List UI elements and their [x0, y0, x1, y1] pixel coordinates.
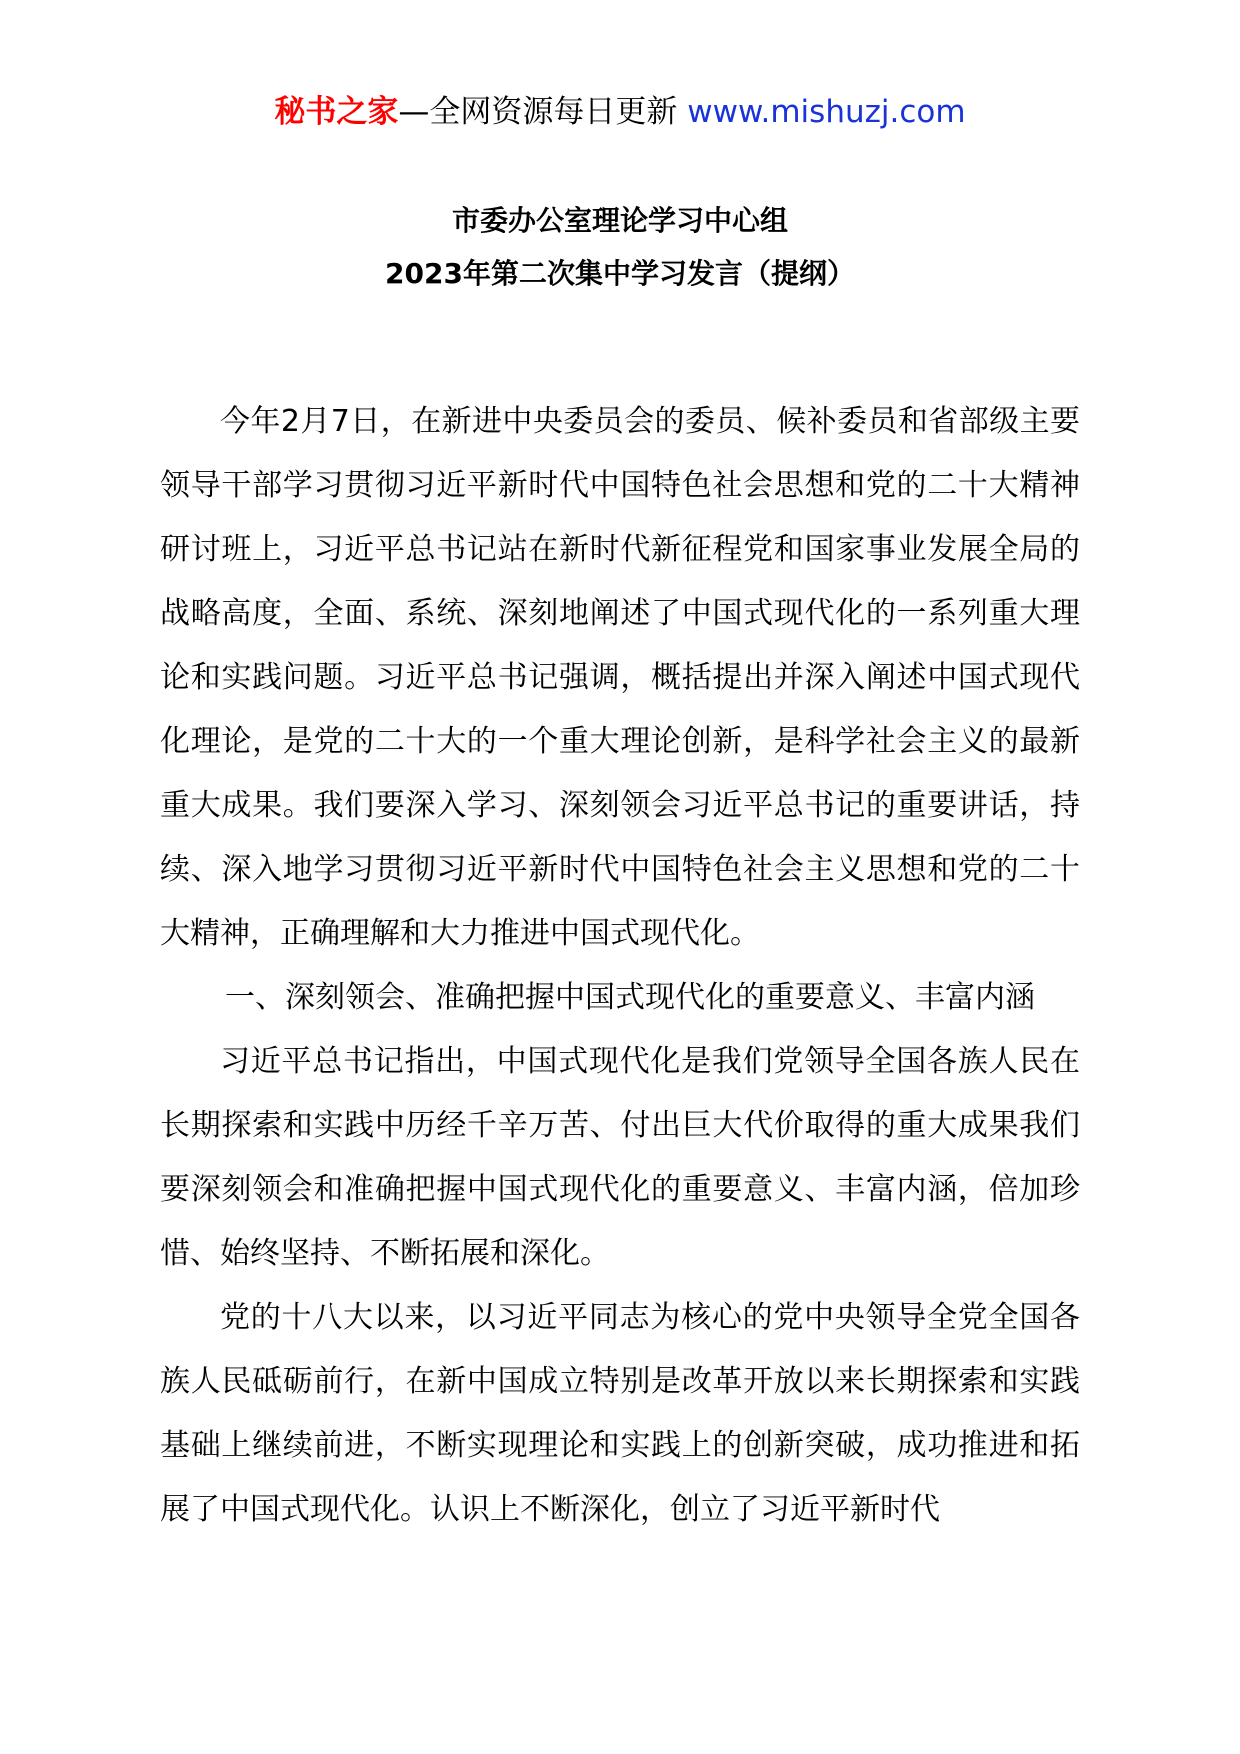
- paragraph: 党的十八大以来，以习近平同志为核心的党中央领导全党全国各族人民砥砺前行，在新中国成立特别是改革开放以来长期探索和实践基础上继续前进，不断实现理论和实践上的创新突破，成功推进和拓展了中国式现代化。认识上不断深化，创立了习近平新时代: [160, 1300, 1080, 1527]
- document-subtitle: 2023年第二次集中学习发言（提纲）: [385, 257, 855, 290]
- paragraph: 习近平总书记指出，中国式现代化是我们党领导全国各族人民在长期探索和实践中历经千辛万苦、付出巨大代价取得的重大成果我们要深刻领会和准确把握中国式现代化的重要意义、丰富内涵，倍加珍惜、始终坚持、不断拓展和深化。: [160, 1044, 1080, 1271]
- site-tagline: —全网资源每日更新: [398, 94, 688, 130]
- document-title: 市委办公室理论学习中心组: [451, 204, 788, 237]
- section-heading: 一、深刻领会、准确把握中国式现代化的重要意义、丰富内涵: [225, 980, 1035, 1015]
- document-body: [160, 390, 1080, 1542]
- paragraph: 今年2月7日，在新进中央委员会的委员、候补委员和省部级主要领导干部学习贯彻习近平新时代中国特色社会思想和党的二十大精神研讨班上，习近平总书记站在新时代新征程党和国家事业发展全局的战略高度，全面、系统、深刻地阐述了中国式现代化的一系列重大理论和实践问题。习近平总书记强调，概括提出并深入阐述中国式现代化理论，是党的二十大的一个重大理论创新，是科学社会主义的最新重大成果。我们要深入学习、深刻领会习近平总书记的重要讲话，持续、深入地学习贯彻习近平新时代中国特色社会主义思想和党的二十大精神，正确理解和大力推进中国式现代化。: [160, 404, 1080, 951]
- site-header: [0, 92, 1240, 132]
- site-url-link[interactable]: www.mishuzj.com: [687, 94, 966, 130]
- site-brand: 秘书之家: [274, 94, 399, 130]
